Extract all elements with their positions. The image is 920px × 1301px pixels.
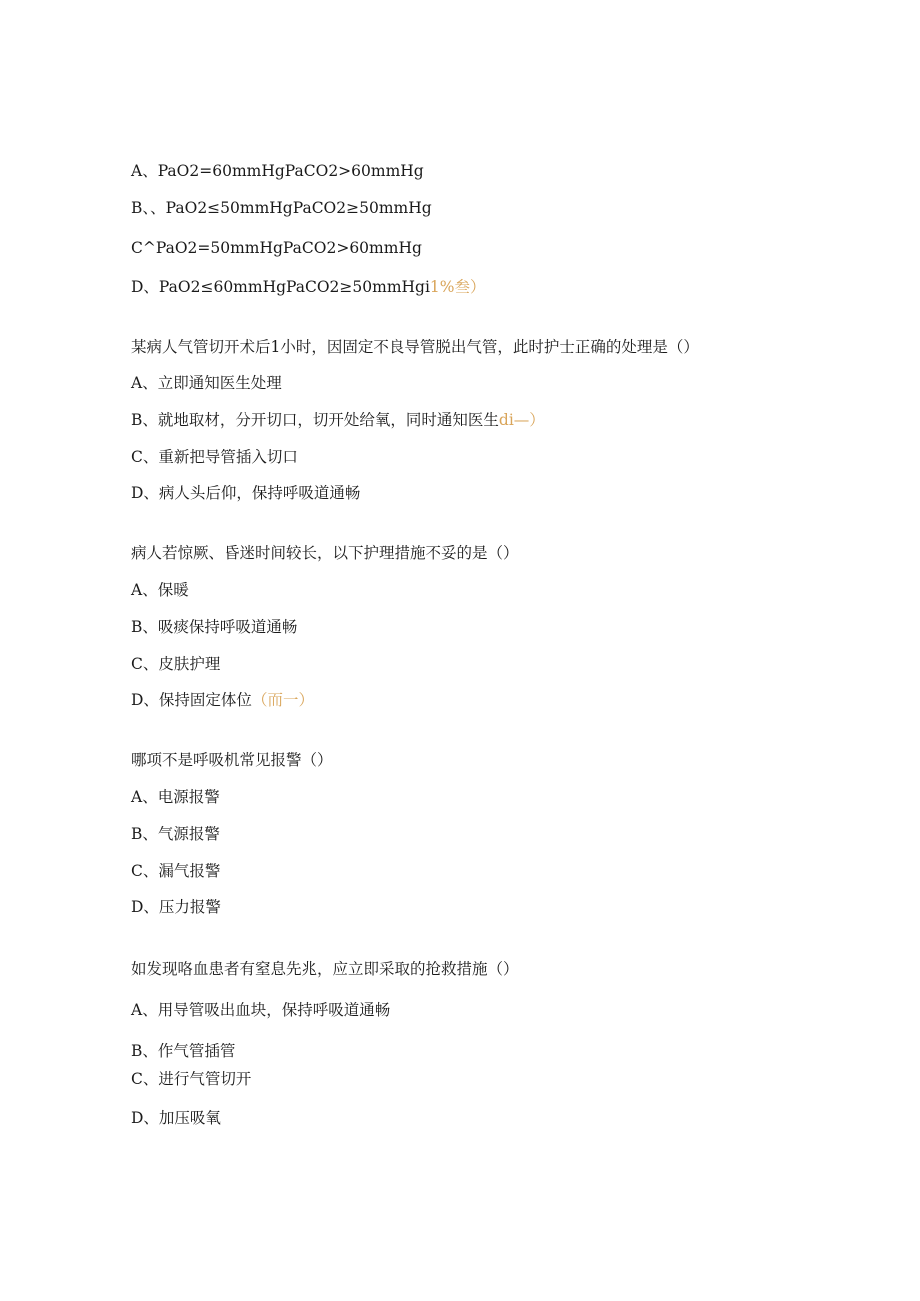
q3-option-a: A、电源报警 [131,788,220,806]
q4-option-d: D、加压吸氧 [131,1109,221,1127]
q3-option-d: D、压力报警 [131,898,221,916]
q0-option-a: A、PaO2=60mmHgPaCO2>60mmHg [131,162,424,180]
q2-option-b: B、吸痰保持呼吸道通畅 [131,618,298,636]
q2-option-d [131,690,314,710]
q0-answer-note: 1%叁） [429,278,486,296]
q3-option-b: B、气源报警 [131,825,220,843]
q4-stem: 如发现咯血患者有窒息先兆，应立即采取的抢救措施（） [131,960,519,978]
q4-option-a: A、用导管吸出血块，保持呼吸道通畅 [131,1001,391,1019]
q1-stem: 某病人气管切开术后1小时，因固定不良导管脱出气管，此时护士正确的处理是（） [131,338,699,356]
q0-option-c: C^PaO2=50mmHgPaCO2>60mmHg [131,239,422,257]
q1-option-d: D、病人头后仰，保持呼吸道通畅 [131,484,361,502]
q0-option-d-text: D、PaO2≤60mmHgPaCO2≥50mmHgi [131,278,430,296]
q4-option-c: C、进行气管切开 [131,1070,252,1088]
q2-option-c: C、皮肤护理 [131,655,221,673]
q4-option-b: B、作气管插管 [131,1042,236,1060]
q2-option-d-text: D、保持固定体位 [131,691,252,709]
q1-option-a: A、立即通知医生处理 [131,374,282,392]
q0-option-d [131,277,486,297]
q3-stem: 哪项不是呼吸机常见报警（） [131,751,333,769]
q2-answer-note: （而一） [251,691,314,709]
q1-option-b-text: B、就地取材，分开切口，切开处给氧，同时通知医生 [131,411,499,429]
q1-option-c: C、重新把导管插入切口 [131,448,298,466]
q2-stem: 病人若惊厥、昏迷时间较长，以下护理措施不妥的是（） [131,544,519,562]
q0-option-b: B、、PaO2≤50mmHgPaCO2≥50mmHg [131,199,432,217]
q1-answer-note: di—） [498,411,545,429]
q3-option-c: C、漏气报警 [131,862,221,880]
q1-option-b [131,410,545,430]
q2-option-a: A、保暖 [131,581,189,599]
